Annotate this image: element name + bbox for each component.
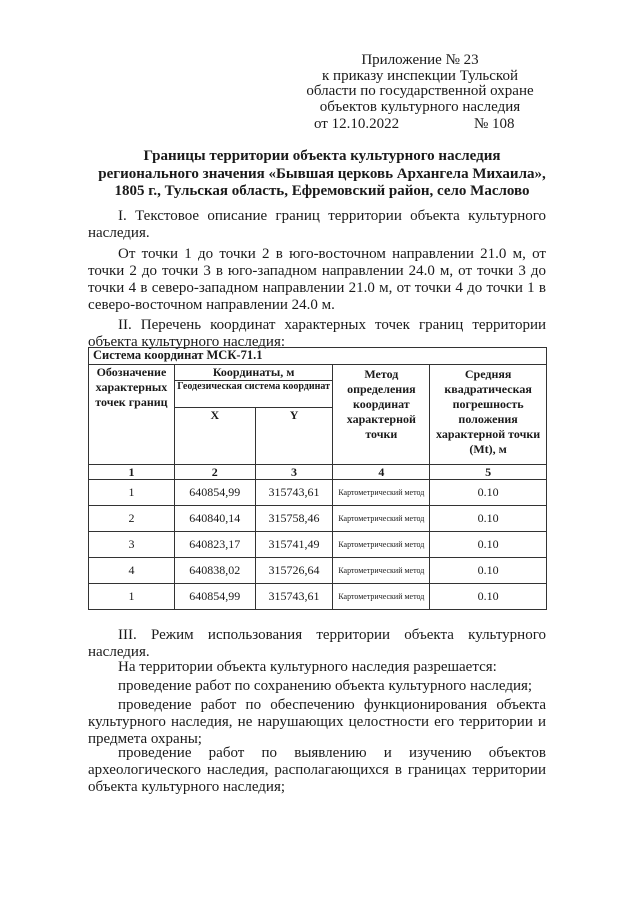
section-1-description: От точки 1 до точки 2 в юго-восточном направлении 21.0 м, от точки 2 до точки 3 в юго-западном направлении 24.0 м, от точки 3 до точки 4 в северо-западном направлении 21.0 м, от точки 4 до точки 1 в северо-восточном направлении 24.0 м.: [88, 246, 546, 313]
coord-y: 315741,49: [255, 532, 333, 558]
accuracy: 0.10: [430, 480, 547, 506]
header-y: Y: [255, 408, 333, 465]
allowed-item-3: проведение работ по выявлению и изучению объектов археологического наследия, располагающихся в границах территории объекта культурного наследия;: [88, 745, 546, 795]
appendix-header: [300, 53, 540, 115]
accuracy: 0.10: [430, 532, 547, 558]
order-date: от 12.10.2022: [314, 116, 400, 132]
order-date-number: [314, 116, 554, 133]
coord-x: 640854,99: [174, 480, 255, 506]
coord-y: 315743,61: [255, 584, 333, 610]
header-point: Обозначение характерных точек границ: [89, 365, 175, 465]
title-line-3: 1805 г., Тульская область, Ефремовский район, село Маслово: [114, 183, 530, 199]
allowed-item-2: проведение работ по обеспечению функционирования объекта культурного наследия, не нарушающих целостности его территории и предмета охраны;: [88, 697, 546, 747]
title-line-2: регионального значения «Бывшая церковь Архангела Михаила»,: [98, 165, 546, 182]
method: Картометрический метод: [333, 532, 430, 558]
coord-x: 640840,14: [174, 506, 255, 532]
accuracy: 0.10: [430, 506, 547, 532]
point-id: 1: [89, 584, 175, 610]
section-1-heading: I. Текстовое описание границ территории объекта культурного наследия.: [88, 208, 546, 241]
method: Картометрический метод: [333, 506, 430, 532]
coord-x: 640854,99: [174, 584, 255, 610]
appendix-number: Приложение № 23: [361, 52, 479, 68]
method: Картометрический метод: [333, 558, 430, 584]
point-id: 3: [89, 532, 175, 558]
col-num-3: 3: [255, 465, 333, 480]
allowed-item-1: проведение работ по сохранению объекта культурного наследия;: [118, 678, 533, 694]
header-coordinates: Координаты, м: [174, 365, 333, 381]
coord-x: 640823,17: [174, 532, 255, 558]
col-num-1: 1: [89, 465, 175, 480]
header-accuracy: Средняя квадратическая погрешность положения характерной точки (Mt), м: [430, 365, 547, 465]
method: Картометрический метод: [333, 584, 430, 610]
document-title: [92, 148, 552, 201]
allowed-intro: На территории объекта культурного наследия разрешается:: [118, 659, 497, 675]
table-row: [89, 584, 547, 610]
coordinates-table: [88, 347, 547, 610]
table-row: [89, 480, 547, 506]
appendix-authority: области по государственной охране: [306, 83, 534, 99]
coord-y: 315743,61: [255, 480, 333, 506]
section-2-heading: II. Перечень координат характерных точек границ территории объекта культурного наследия:: [88, 317, 546, 350]
table-row: [89, 532, 547, 558]
order-number: № 108: [474, 116, 515, 132]
point-id: 2: [89, 506, 175, 532]
header-x: X: [174, 408, 255, 465]
column-number-row: [89, 465, 547, 480]
coord-y: 315726,64: [255, 558, 333, 584]
header-geodetic-system: Геодезическая система координат: [174, 381, 333, 408]
header-method: Метод определения координат характерной точки: [333, 365, 430, 465]
coord-x: 640838,02: [174, 558, 255, 584]
accuracy: 0.10: [430, 584, 547, 610]
accuracy: 0.10: [430, 558, 547, 584]
title-line-1: Границы территории объекта культурного наследия: [143, 148, 501, 164]
method: Картометрический метод: [333, 480, 430, 506]
point-id: 1: [89, 480, 175, 506]
section-3-heading: III. Режим использования территории объекта культурного наследия.: [88, 627, 546, 660]
col-num-2: 2: [174, 465, 255, 480]
table-row: [89, 558, 547, 584]
coordinate-system: Система координат МСК-71.1: [89, 348, 547, 365]
point-id: 4: [89, 558, 175, 584]
coord-y: 315758,46: [255, 506, 333, 532]
col-num-4: 4: [333, 465, 430, 480]
appendix-order-ref: к приказу инспекции Тульской: [322, 67, 518, 84]
col-num-5: 5: [430, 465, 547, 480]
appendix-authority-cont: объектов культурного наследия: [319, 98, 521, 115]
table-row: [89, 506, 547, 532]
